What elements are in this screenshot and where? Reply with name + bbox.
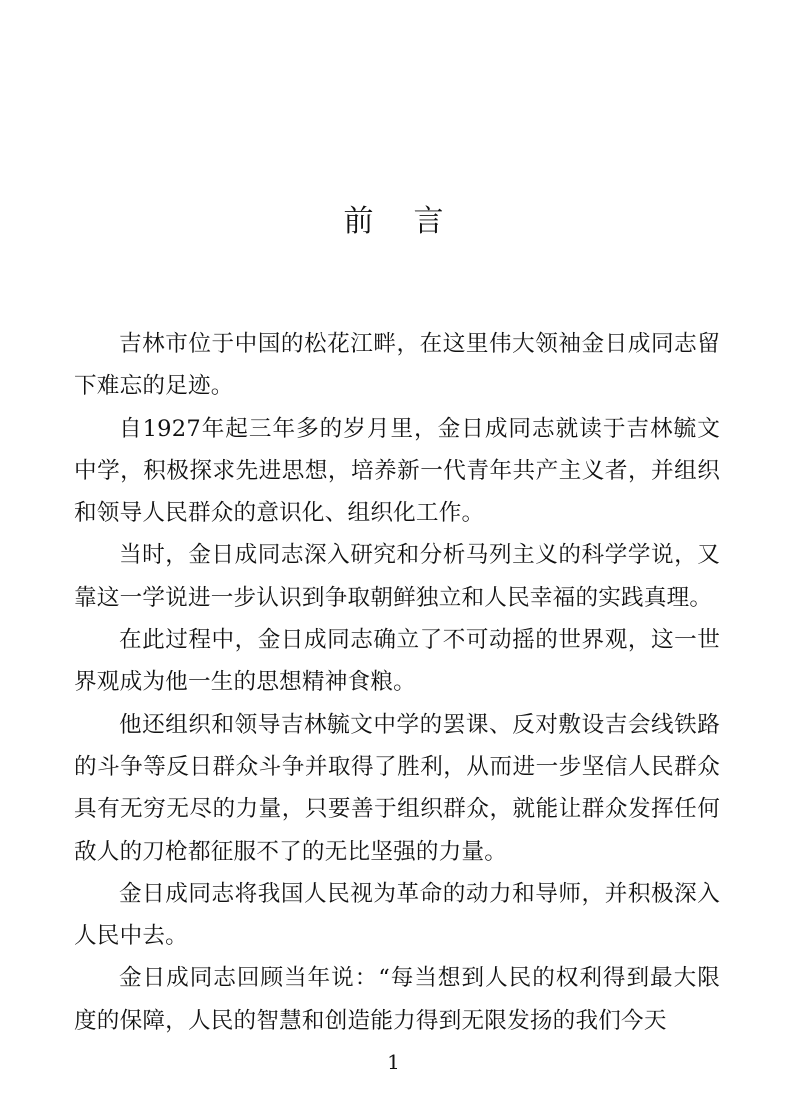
paragraph-7: 金日成同志回顾当年说：“每当想到人民的权利得到最大限度的保障，人民的智慧和创造能力得到无限发扬的我们今天 [74, 965, 720, 1034]
paragraph-4: 在此过程中，金日成同志确立了不可动摇的世界观，这一世界观成为他一生的思想精神食粮。 [74, 627, 720, 696]
page-number: 1 [387, 1050, 400, 1074]
paragraph-5: 他还组织和领导吉林毓文中学的罢课、反对敷设吉会线铁路的斗争等反日群众斗争并取得了胜利，从而进一步坚信人民群众具有无穷无尽的力量，只要善于组织群众，就能让群众发挥任何敌人的刀枪都征服不了的无比坚强的力量。 [74, 711, 720, 865]
paragraph-2: 自1927年起三年多的岁月里，金日成同志就读于吉林毓文中学，积极探求先进思想，培养新一代青年共产主义者，并组织和领导人民群众的意识化、组织化工作。 [74, 415, 720, 527]
page-title: 前言 [343, 204, 484, 239]
paragraph-1: 吉林市位于中国的松花江畔，在这里伟大领袖金日成同志留下难忘的足迹。 [74, 331, 720, 400]
paragraph-6: 金日成同志将我国人民视为革命的动力和导师，并积极深入人民中去。 [74, 880, 720, 950]
paragraph-3: 当时，金日成同志深入研究和分析马列主义的科学学说，又靠这一学说进一步认识到争取朝鲜独立和人民幸福的实践真理。 [74, 542, 720, 611]
body-text [74, 323, 720, 1042]
